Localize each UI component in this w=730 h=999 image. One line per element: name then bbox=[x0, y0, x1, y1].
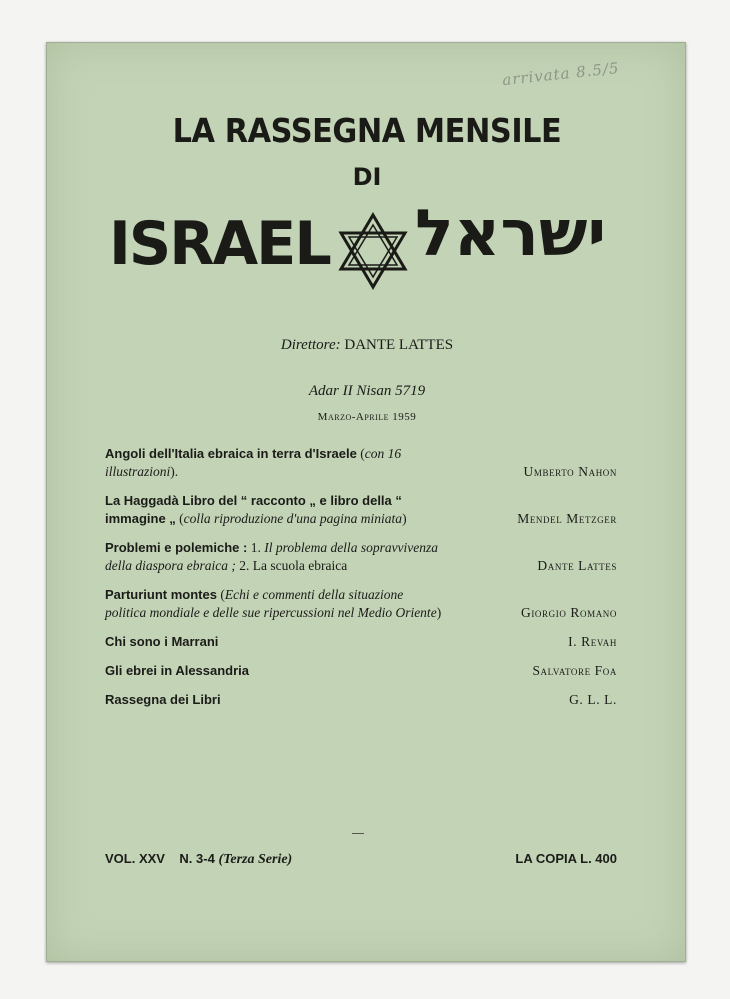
toc-title bbox=[105, 662, 447, 680]
toc-title-end: ) bbox=[402, 511, 407, 526]
toc-title-end: ) bbox=[436, 605, 442, 620]
masthead-hebrew: ישראל bbox=[415, 197, 607, 271]
toc-entry bbox=[105, 586, 617, 622]
toc-entry bbox=[105, 691, 617, 709]
toc-title-plain: 1. bbox=[247, 540, 265, 555]
toc-title-plain: ( bbox=[175, 511, 184, 526]
toc-author: Dante Lattes bbox=[537, 558, 617, 573]
issue-number: N. 3-4 bbox=[179, 851, 215, 866]
toc-author: Umberto Nahon bbox=[523, 464, 617, 479]
toc-title bbox=[105, 539, 447, 575]
date-hebrew: Adar II Nisan 5719 bbox=[308, 383, 426, 399]
toc-title bbox=[105, 586, 447, 622]
star-of-david-icon bbox=[337, 211, 409, 291]
toc-entry bbox=[105, 539, 617, 575]
toc-author: Giorgio Romano bbox=[520, 605, 617, 620]
toc-entry bbox=[105, 445, 617, 481]
toc-author: Mendel Metzger bbox=[517, 511, 617, 526]
director-line bbox=[47, 337, 687, 354]
toc-title-italic: colla riproduzione d'una pagina miniata bbox=[183, 511, 403, 526]
toc-title-end: 2. La scuola ebraica bbox=[239, 558, 348, 573]
toc-title-bold: Problemi e polemiche : bbox=[105, 540, 248, 555]
toc-title-bold: Chi sono i Marrani bbox=[105, 634, 219, 649]
toc-title-plain: ( bbox=[216, 587, 225, 602]
toc-title bbox=[105, 445, 447, 481]
toc-title-italic: Il problema della sopravvivenza della diaspora ebraica ; bbox=[105, 540, 439, 573]
table-of-contents bbox=[105, 445, 617, 720]
toc-entry bbox=[105, 633, 617, 651]
toc-title-bold: Angoli dell'Italia ebraica in terra d'Israele bbox=[105, 446, 357, 461]
date-gregorian: Marzo-Aprile 1959 bbox=[317, 411, 417, 423]
price-label: LA COPIA L. 400 bbox=[515, 851, 617, 866]
divider bbox=[352, 833, 364, 834]
toc-title-italic: Echi e commenti della situazione politica mondiale e delle sue ripercussioni nel Medio Oriente bbox=[105, 587, 437, 620]
toc-author: Salvatore Foa bbox=[532, 663, 617, 678]
cover-footer bbox=[105, 851, 617, 868]
director-name: DANTE LATTES bbox=[344, 337, 454, 353]
toc-title-bold: Rassegna dei Libri bbox=[105, 692, 221, 707]
director-label: Direttore: bbox=[280, 337, 341, 353]
magazine-cover bbox=[46, 42, 686, 962]
masthead-israel: ISRAEL bbox=[109, 209, 330, 279]
toc-title-italic: con 16 illustrazioni bbox=[105, 446, 402, 479]
volume-number: VOL. XXV bbox=[105, 851, 165, 866]
toc-author: I. Revah bbox=[568, 634, 617, 649]
pencil-note: arrivata 8.5/5 bbox=[501, 58, 621, 90]
toc-title bbox=[105, 691, 447, 709]
toc-title-bold: Gli ebrei in Alessandria bbox=[105, 663, 250, 678]
masthead-line1: LA RASSEGNA MENSILE bbox=[172, 111, 562, 150]
toc-title-bold: Parturiunt montes bbox=[105, 587, 217, 602]
toc-entry bbox=[105, 662, 617, 680]
toc-title-plain: ( bbox=[356, 446, 365, 461]
toc-title bbox=[105, 492, 447, 528]
toc-author: G. L. L. bbox=[569, 692, 617, 707]
toc-title-end: ). bbox=[170, 464, 179, 479]
masthead-line2: DI bbox=[352, 163, 382, 191]
toc-entry bbox=[105, 492, 617, 528]
series-label: (Terza Serie) bbox=[218, 852, 293, 867]
toc-title bbox=[105, 633, 447, 651]
toc-title-bold: La Haggadà Libro del “ racconto „ e libro della “ immagine „ bbox=[105, 493, 402, 526]
